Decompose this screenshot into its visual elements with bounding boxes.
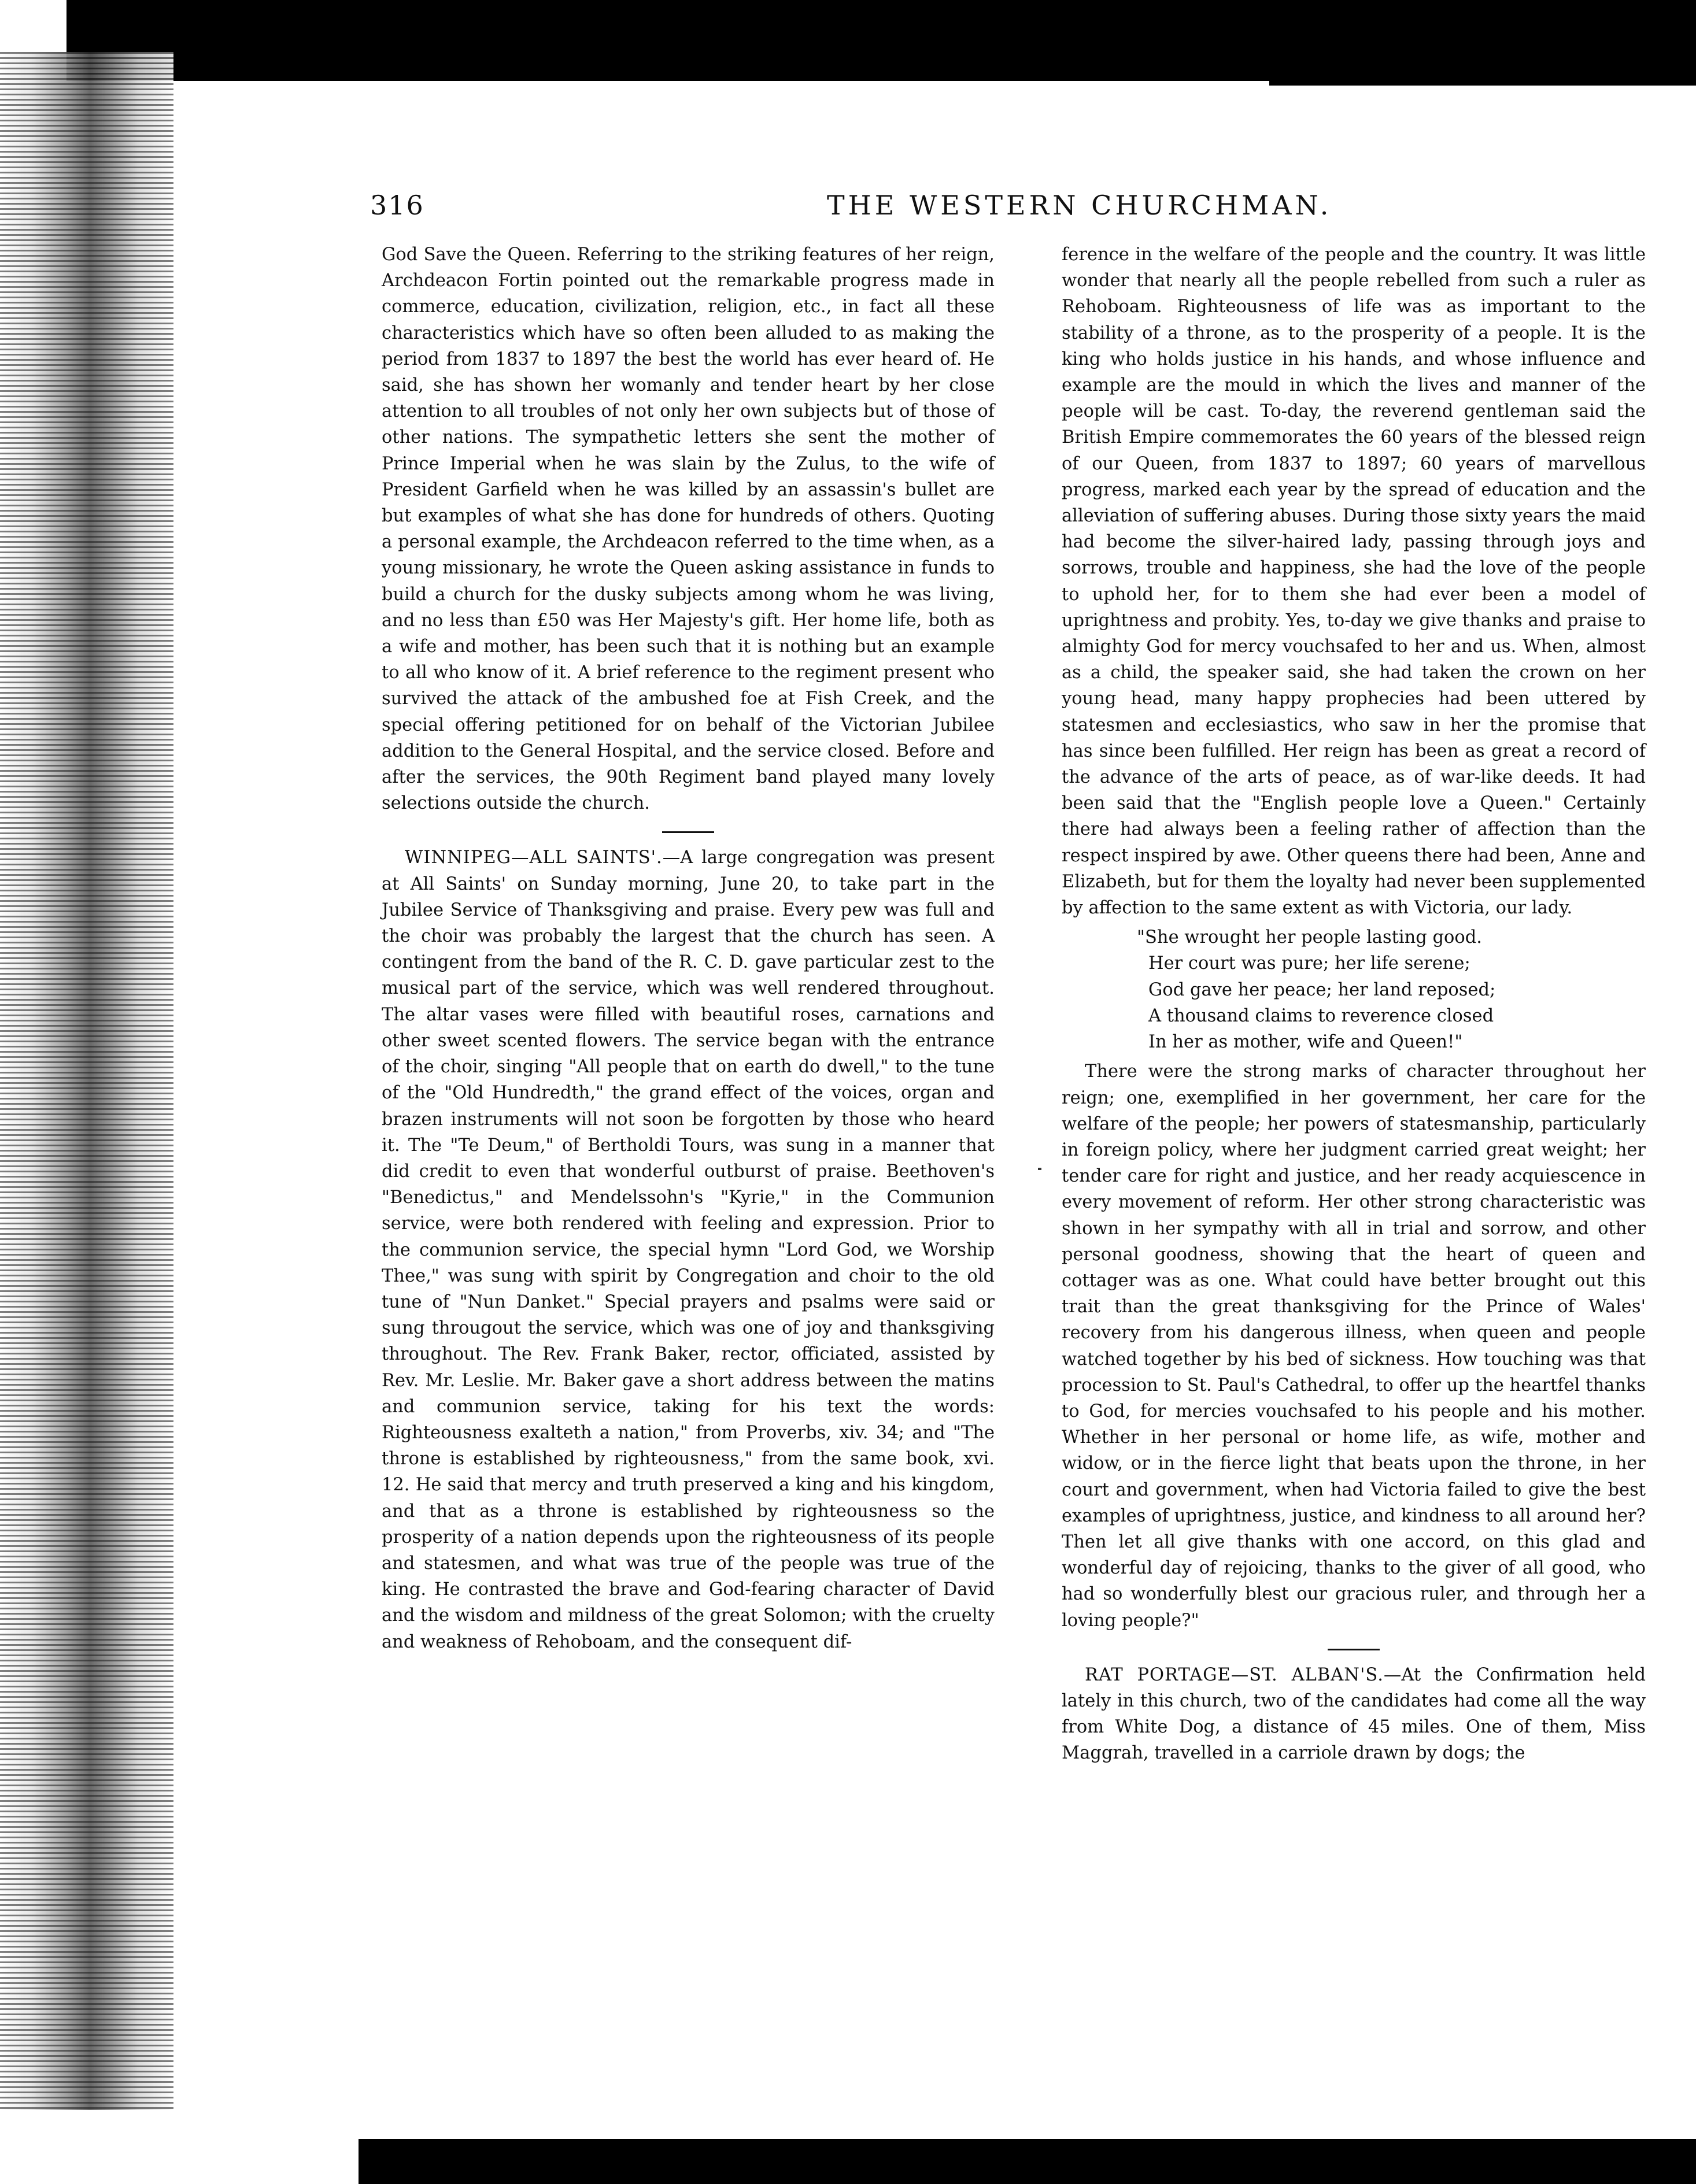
article-rat-portage-body: —At the Confirmation held lately in this church, two of the candidates had come all the way from White Dog, a distance of 45 miles. One of them, Miss Maggrah, travelled in a carriole drawn by dogs; the xyxy=(1062,1664,1646,1764)
article-rat-portage-heading: RAT PORTAGE—ST. ALBAN'S. xyxy=(1085,1664,1384,1685)
book-spine-shadow xyxy=(0,52,173,2110)
article-winnipeg xyxy=(382,845,995,1654)
poem-line: "She wrought her people lasting good. xyxy=(1137,927,1482,948)
article-separator xyxy=(1328,1649,1380,1650)
article-rat-portage xyxy=(1062,1662,1646,1767)
article-separator xyxy=(662,831,714,833)
running-title: THE WESTERN CHURCHMAN. xyxy=(827,190,1332,221)
left-column xyxy=(382,242,995,1655)
left-paragraph-1: God Save the Queen. Referring to the striking features of her reign, Archdeacon Fortin pointed out the remarkable progress made in commerce, education, civilization, religion, etc., in fact all these characteristics which have so often been alluded to as making the period from 1837 to 1897 the best the world has ever heard of. He said, she has shown her womanly and tender heart by her close attention to all troubles of not only her own subjects but of those of other nations. The sympathetic letters she sent the mother of Prince Imperial when he was slain by the Zulus, to the wife of President Garfield when he was killed by an assassin's bullet are but examples of what she has done for hundreds of others. Quoting a personal example, the Archdeacon referred to the time when, as a young missionary, he wrote the Queen asking assistance in funds to build a church for the dusky subjects among whom he was living, and no less than £50 was Her Majesty's gift. Her home life, both as a wife and mother, has been such that it is nothing but an example to all who know of it. A brief reference to the regiment present who survived the attack of the ambushed foe at Fish Creek, and the special offering petitioned for on behalf of the Victorian Jubilee addition to the General Hospital, and the service closed. Before and after the services, the 90th Regiment band played many lovely selections outside the church. xyxy=(382,245,995,814)
print-mark xyxy=(1038,1168,1041,1170)
right-paragraph-2: There were the strong marks of character throughout her reign; one, exemplified in her government, her care for the welfare of the people; her powers of statesmanship, particularly in foreign policy, where her judgment carried great weight; her tender care for right and justice, and her ready acquiescence in every movement of reform. Her other strong characteristic was shown in her sympathy with all in trial and sorrow, and other personal goodness, showing that the heart of queen and cottager was as one. What could have better brought out this trait than the great thanksgiving for the Prince of Wales' recovery from his dangerous illness, when queen and people watched together by his bed of sickness. How touching was that procession to St. Paul's Cathedral, to offer up the heartfel thanks to God, for mercies vouchsafed to his people and his mother. Whether in her personal or home life, as wife, mother and widow, or in the fierce light that beats upon the throne, in her court and government, when had Victoria failed to give the best examples of uprightness, justice, and kindness to all around her? Then let all give thanks with one accord, on this glad and wonderful day of rejoicing, thanks to the giver of all good, who had so wonderfully blest our gracious ruler, and through her a loving people?" xyxy=(1062,1061,1646,1631)
article-winnipeg-body: —A large congregation was present at All Saints' on Sunday morning, June 20, to take part in the Jubilee Service of Thanksgiving and praise. Every pew was full and the choir was probably the largest that the church has seen. A contingent from the band of the R. C. D. gave particular zest to the musical part of the service, which was well rendered throughout. The altar vases were filled with beautiful roses, carnations and other sweet scented flowers. The service began with the entrance of the choir, singing "All people that on earth do dwell," to the tune of the "Old Hundredth," the grand effect of the voices, organ and brazen instruments will not soon be forgotten by those who heard it. The "Te Deum," of Bertholdi Tours, was sung in a manner that did credit to even that wonderful outburst of praise. Beethoven's "Benedictus," and Mendelssohn's "Kyrie," in the Communion service, were both rendered with feeling and expression. Prior to the communion service, the special hymn "Lord God, we Worship Thee," was sung with spirit by Congregation and choir to the old tune of "Nun Danket." Special prayers and psalms were said or sung througout the service, which was one of joy and thanksgiving throughout. The Rev. Frank Baker, rector, officiated, assisted by Rev. Mr. Leslie. Mr. Baker gave a short address between the matins and communion service, taking for his text the words: Righteousness exalteth a nation," from Proverbs, xiv. 34; and "The throne is established by righteousness," from the same book, xvi. 12. He said that mercy and truth preserved a king and his kingdom, and that as a throne is established by righteousness so the prosperity of a nation depends upon the righteousness of its people and statesmen, and what was true of the people was true of the king. He contrasted the brave and God-fearing character of David and the wisdom and mildness of the great Solomon; with the cruelty and weakness of Rehoboam, and the consequent dif- xyxy=(382,847,995,1652)
poem-line: In her as mother, wife and Queen!" xyxy=(1148,1032,1463,1053)
article-winnipeg-heading: WINNIPEG—ALL SAINTS'. xyxy=(405,847,663,868)
jubilee-poem xyxy=(1137,924,1646,1055)
right-paragraph-1: ference in the welfare of the people and the country. It was little wonder that nearly all the people rebelled from such a ruler as Rehoboam. Righteousness of life was as important to the stability of a throne, as to the prosperity of a people. It is the king who holds justice in his hands, and whose influence and example are the mould in which the lives and manner of the people will be cast. To-day, the reverend gentleman said the British Empire commemorates the 60 years of the blessed reign of our Queen, from 1837 to 1897; 60 years of marvellous progress, marked each year by the spread of education and the alleviation of suffering abuses. During those sixty years the maid had become the silver-haired lady, passing through joys and sorrows, trouble and happiness, she had the love of the people to uphold her, for to them she had ever been a model of uprightness and probity. Yes, to-day we give thanks and praise to almighty God for mercy vouchsafed to her and us. When, almost as a child, the speaker said, she had taken the crown on her young head, many happy prophecies had been uttered by statesmen and ecclesiastics, who saw in her the promise that has since been fulfilled. Her reign has been as great a record of the advance of the arts of peace, as of war-like deeds. It had been said that the "English people love a Queen." Certainly there had always been a feeling rather of affection than the respect inspired by awe. Other queens there had been, Anne and Elizabeth, but for them the loyalty had never been supplemented by affection to the same extent as with Victoria, our lady. xyxy=(1062,245,1646,919)
poem-line: A thousand claims to reverence closed xyxy=(1148,1005,1494,1026)
scan-border-top-notch xyxy=(1269,68,1696,86)
page-number: 316 xyxy=(370,190,424,221)
right-column xyxy=(1062,242,1646,1767)
poem-line: God gave her peace; her land reposed; xyxy=(1148,979,1496,1000)
poem-line: Her court was pure; her life serene; xyxy=(1148,953,1470,974)
scan-border-bottom xyxy=(359,2139,1696,2184)
